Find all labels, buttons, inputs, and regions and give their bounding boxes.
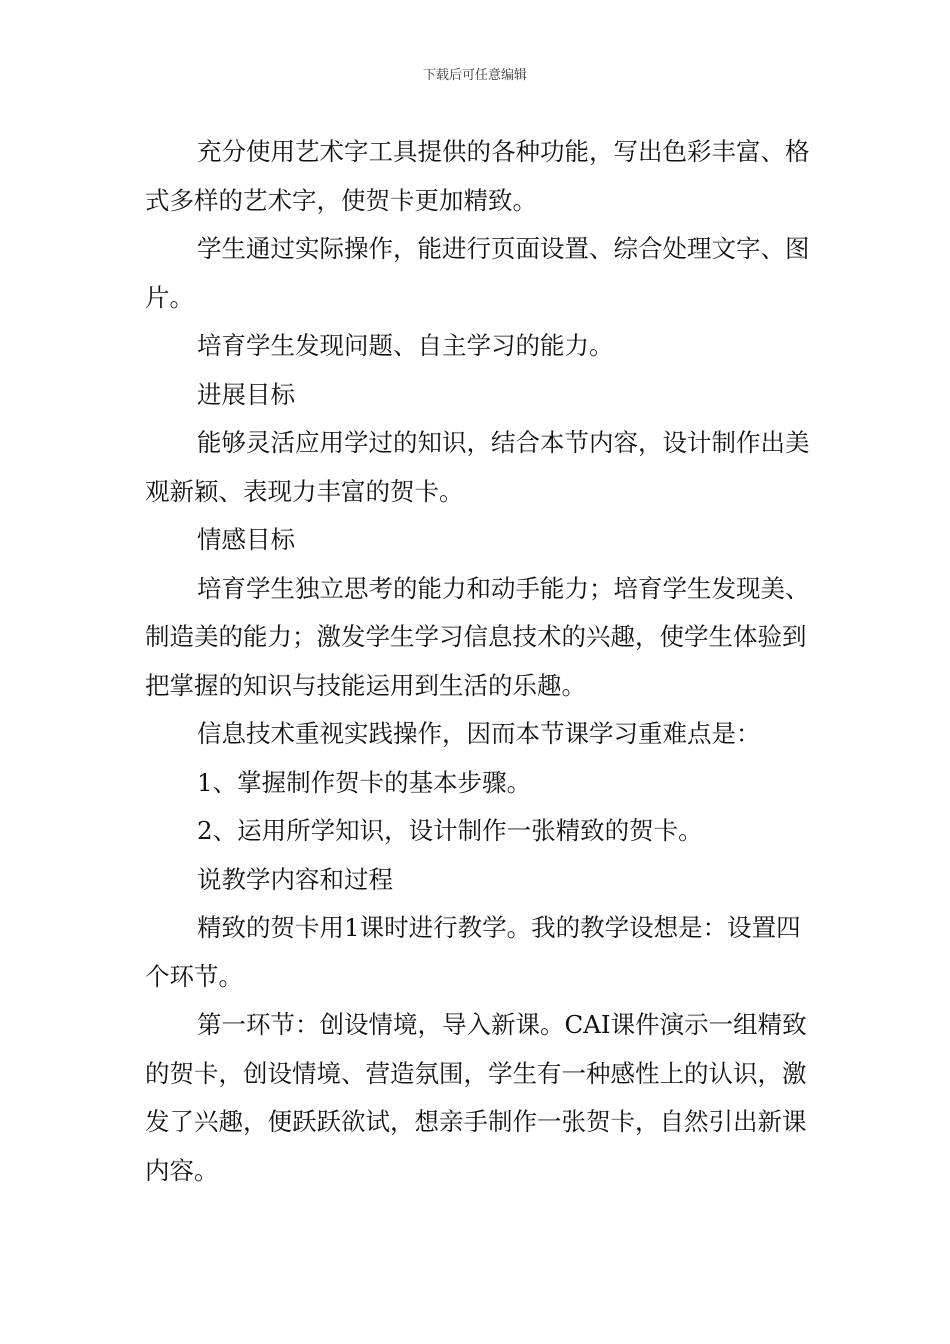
paragraph-art-text: 充分使用艺术字工具提供的各种功能，写出色彩丰富、格式多样的艺术字，使贺卡更加精致。 xyxy=(145,137,810,215)
heading-emotional-goals: 情感目标 xyxy=(197,525,295,554)
paragraph-page-setup: 学生通过实际操作，能进行页面设置、综合处理文字、图片。 xyxy=(145,234,810,312)
page-header: 下载后可任意编辑 xyxy=(422,68,527,83)
paragraph-first-stage: 第一环节：创设情境，导入新课。CAI课件演示一组精致的贺卡，创设情境、营造氛围，学生有一种感性上的认识，激发了兴趣，便跃跃欲试，想亲手制作一张贺卡，自然引出新课内容。 xyxy=(145,1010,807,1185)
paragraph-apply-knowledge: 能够灵活应用学过的知识，结合本节内容，设计制作出美观新颖、表现力丰富的贺卡。 xyxy=(145,428,810,506)
paragraph-self-study: 培育学生发现问题、自主学习的能力。 xyxy=(197,331,614,360)
list-item-key-point-1: 1、掌握制作贺卡的基本步骤。 xyxy=(197,767,532,797)
heading-teaching-content: 说教学内容和过程 xyxy=(197,864,393,894)
heading-development-goals: 进展目标 xyxy=(197,379,295,409)
list-item-key-point-2: 2、运用所学知识，设计制作一张精致的贺卡。 xyxy=(197,816,703,845)
paragraph-key-points-intro: 信息技术重视实践操作，因而本节课学习重难点是： xyxy=(197,719,761,748)
paragraph-independent-thinking: 培育学生独立思考的能力和动手能力；培育学生发现美、制造美的能力；激发学生学习信息技术的兴趣，使学生体验到把掌握的知识与技能运用到生活的乐趣。 xyxy=(145,573,810,700)
document-body xyxy=(145,128,820,1195)
paragraph-teaching-plan: 精致的贺卡用1课时进行教学。我的教学设想是：设置四个环节。 xyxy=(145,913,801,991)
